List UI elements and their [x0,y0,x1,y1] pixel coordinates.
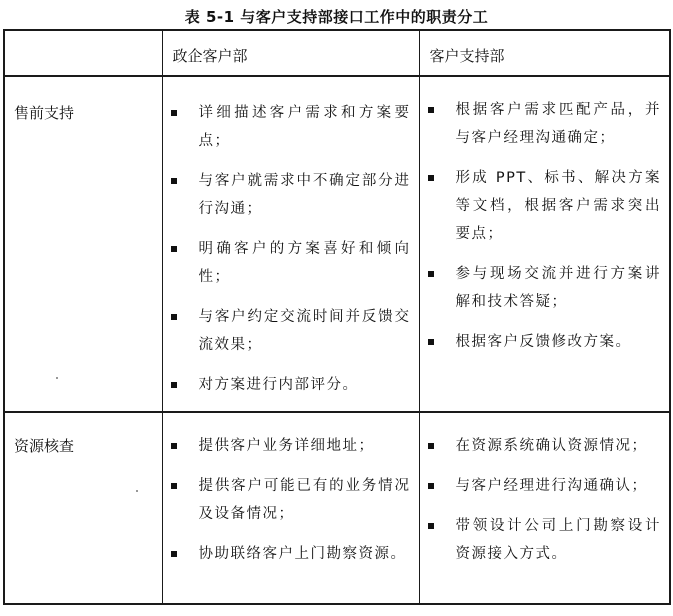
square-bullet-icon [171,110,177,116]
square-bullet-icon [171,382,177,388]
list-item [420,432,662,460]
table-caption: 表 5-1 与客户支持部接口工作中的职责分工 [184,8,489,26]
square-bullet-icon [171,178,177,184]
list-item [163,540,411,568]
list-item-text: 与客户就需求中不确定部分进行沟通； [198,173,411,217]
header-label: 政企客户部 [172,47,248,65]
customer-support-cell [419,76,670,412]
list-item-text: 根据客户反馈修改方案。 [455,334,632,350]
row-label-cell [4,76,162,412]
table-row-resource-check [4,412,670,604]
list-item-text: 协助联络客户上门勘察资源。 [198,546,407,562]
header-cell-customer-support [419,30,670,76]
list-item-text: 详细描述客户需求和方案要点； [198,105,411,149]
list-item [163,303,411,359]
list-item [163,167,411,223]
row-label: 资源核查 [14,437,75,455]
list-item-text: 对方案进行内部评分。 [198,377,359,393]
square-bullet-icon [428,483,434,489]
list-item-text: 与客户约定交流时间并反馈交流效果； [198,309,411,353]
list-item-text: 根据客户需求匹配产品，并与客户经理沟通确定； [455,102,661,146]
square-bullet-icon [171,314,177,320]
bullet-list [163,77,419,399]
table-row-presale [4,76,670,412]
square-bullet-icon [171,551,177,557]
gov-enterprise-cell [162,412,419,604]
square-bullet-icon [428,443,434,449]
square-bullet-icon [428,523,434,529]
list-item-text: 在资源系统确认资源情况； [455,438,648,454]
list-item [163,99,411,155]
scan-speck [136,490,138,492]
list-item [420,96,662,152]
row-label: 售前支持 [14,104,75,122]
list-item-text: 提供客户业务详细地址； [198,438,375,454]
bullet-list [420,413,670,568]
list-item-text: 参与现场交流并进行方案讲解和技术答疑； [455,266,661,310]
header-label: 客户支持部 [429,47,505,65]
table-header-row [4,30,670,76]
customer-support-cell [419,412,670,604]
list-item [420,260,662,316]
list-item [420,164,662,248]
bullet-list [420,77,670,356]
square-bullet-icon [171,483,177,489]
list-item-text: 形成 PPT、标书、解决方案等文档，根据客户需求突出要点； [455,170,661,242]
square-bullet-icon [428,271,434,277]
square-bullet-icon [171,443,177,449]
list-item [163,235,411,291]
list-item [420,472,662,500]
list-item [420,328,662,356]
header-cell-gov-enterprise [162,30,419,76]
list-item [420,512,662,568]
square-bullet-icon [428,175,434,181]
list-item-text: 提供客户可能已有的业务情况及设备情况； [198,478,411,522]
square-bullet-icon [428,339,434,345]
list-item-text: 与客户经理进行沟通确认； [455,478,648,494]
list-item [163,371,411,399]
square-bullet-icon [428,107,434,113]
bullet-list [163,413,419,568]
list-item [163,472,411,528]
gov-enterprise-cell [162,76,419,412]
list-item-text: 带领设计公司上门勘察设计资源接入方式。 [455,518,661,562]
responsibility-table [3,29,671,605]
square-bullet-icon [171,246,177,252]
row-label-cell [4,412,162,604]
list-item [163,432,411,460]
scan-speck [56,377,58,379]
list-item-text: 明确客户的方案喜好和倾向性； [198,241,411,285]
header-cell-empty [4,30,162,76]
